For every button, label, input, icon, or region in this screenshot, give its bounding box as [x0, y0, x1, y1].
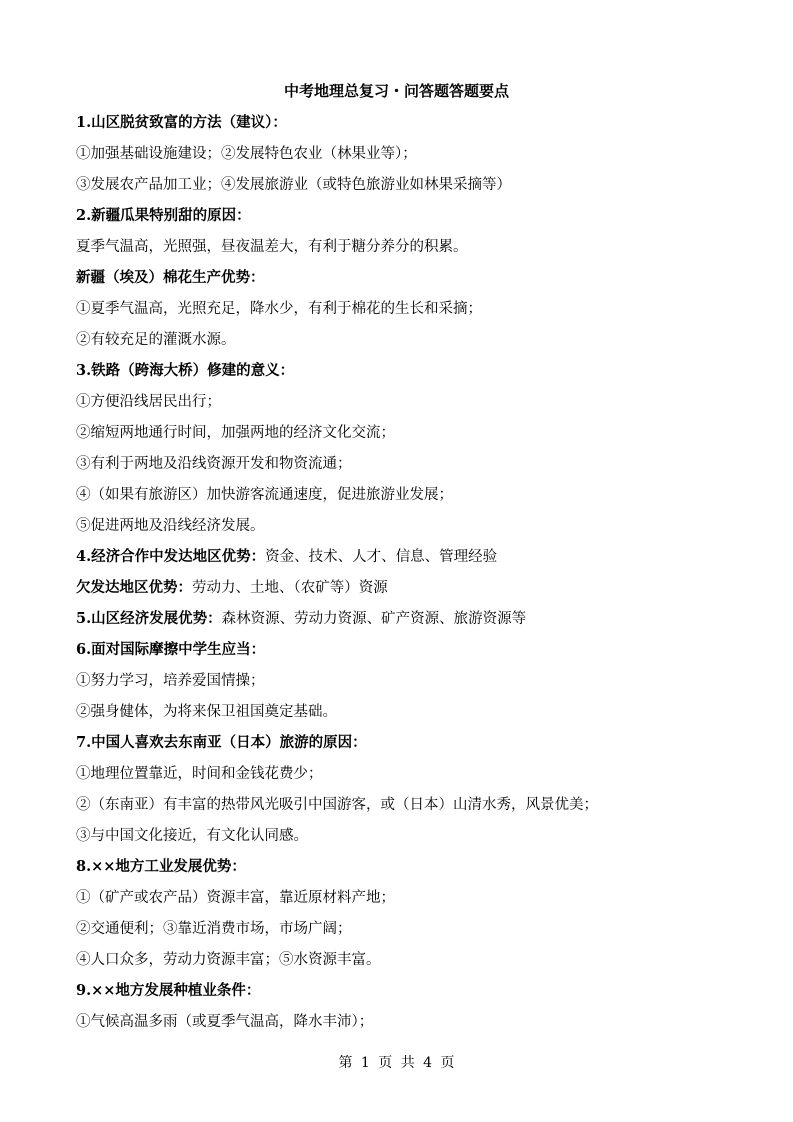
line-heading: 5.山区经济发展优势： [76, 610, 222, 627]
document-body [76, 112, 756, 1042]
line-heading: 4.经济合作中发达地区优势： [76, 548, 266, 565]
line-text: ③与中国文化接近，有文化认同感。 [76, 828, 308, 844]
document-line [76, 546, 756, 577]
line-text: ④（如果有旅游区）加快游客流通速度，促进旅游业发展； [76, 487, 453, 503]
document-line [76, 670, 756, 701]
line-text: ⑤促进两地及沿线经济发展。 [76, 518, 265, 534]
document-line [76, 453, 756, 484]
document-line [76, 1011, 756, 1042]
line-text: ①努力学习，培养爱国情操； [76, 673, 265, 689]
line-text: ③有利于两地及沿线资源开发和物资流通； [76, 456, 352, 472]
document-line [76, 701, 756, 732]
line-text: ①（矿产或农产品）资源丰富，靠近原材料产地； [76, 890, 395, 906]
line-text: 资金、技术、人才、信息、管理经验 [265, 549, 498, 565]
line-text: 劳动力、土地、（农矿等）资源 [192, 580, 388, 596]
page-title: 中考地理总复习・问答题答题要点 [283, 82, 509, 100]
document-line [76, 143, 756, 174]
document-line [76, 639, 756, 670]
line-text: ①夏季气温高，光照充足，降水少，有利于棉花的生长和采摘； [76, 301, 482, 317]
line-text: ③发展农产品加工业；④发展旅游业（或特色旅游业如林果采摘等） [76, 177, 511, 193]
document-line [76, 267, 756, 298]
document-line [76, 236, 756, 267]
line-text: ②强身健体，为将来保卫祖国奠定基础。 [76, 704, 337, 720]
line-heading: 1.山区脱贫致富的方法（建议）： [76, 114, 287, 131]
line-heading: 7.中国人喜欢去东南亚（日本）旅游的原因： [76, 734, 367, 751]
document-line [76, 856, 756, 887]
document-line [76, 174, 756, 205]
document-line [76, 422, 756, 453]
line-text: ②（东南亚）有丰富的热带风光吸引中国游客，或（日本）山清水秀，风景优美； [76, 797, 598, 813]
page-footer: 第 1 页 共 4 页 [338, 1055, 455, 1071]
line-heading: 6.面对国际摩擦中学生应当： [76, 641, 266, 658]
document-line [76, 515, 756, 546]
document-line [76, 205, 756, 236]
document-line [76, 608, 756, 639]
document-line [76, 825, 756, 856]
document-line [76, 391, 756, 422]
document-line [76, 980, 756, 1011]
document-line [76, 577, 756, 608]
line-text: ①方便沿线居民出行； [76, 394, 221, 410]
line-text: ①气候高温多雨（或夏季气温高，降水丰沛）； [76, 1014, 374, 1030]
document-line [76, 112, 756, 143]
document-line [76, 360, 756, 391]
line-heading: 3.铁路（跨海大桥）修建的意义： [76, 362, 295, 379]
line-text: ②交通便利；③靠近消费市场，市场广阔； [76, 921, 352, 937]
line-heading: 8.××地方工业发展优势： [76, 858, 246, 875]
document-line [76, 887, 756, 918]
document-line [76, 732, 756, 763]
document-line [76, 298, 756, 329]
document-line [76, 484, 756, 515]
line-text: ④人口众多，劳动力资源丰富；⑤水资源丰富。 [76, 952, 381, 968]
line-heading: 9.××地方发展种植业条件： [76, 982, 261, 999]
document-line [76, 949, 756, 980]
line-text: 森林资源、劳动力资源、矿产资源、旅游资源等 [221, 611, 527, 627]
line-text: ②缩短两地通行时间，加强两地的经济文化交流； [76, 425, 395, 441]
line-text: ①加强基础设施建设；②发展特色农业（林果业等）； [76, 146, 417, 162]
document-line [76, 763, 756, 794]
line-text: ②有较充足的灌溉水源。 [76, 332, 236, 348]
document-line [76, 918, 756, 949]
line-heading: 欠发达地区优势： [76, 579, 192, 596]
line-text: 夏季气温高，光照强，昼夜温差大，有利于糖分养分的积累。 [76, 239, 468, 255]
document-line [76, 329, 756, 360]
line-text: ①地理位置靠近，时间和金钱花费少； [76, 766, 323, 782]
document-line [76, 794, 756, 825]
line-heading: 2.新疆瓜果特别甜的原因： [76, 207, 251, 224]
line-heading: 新疆（埃及）棉花生产优势： [76, 269, 265, 286]
